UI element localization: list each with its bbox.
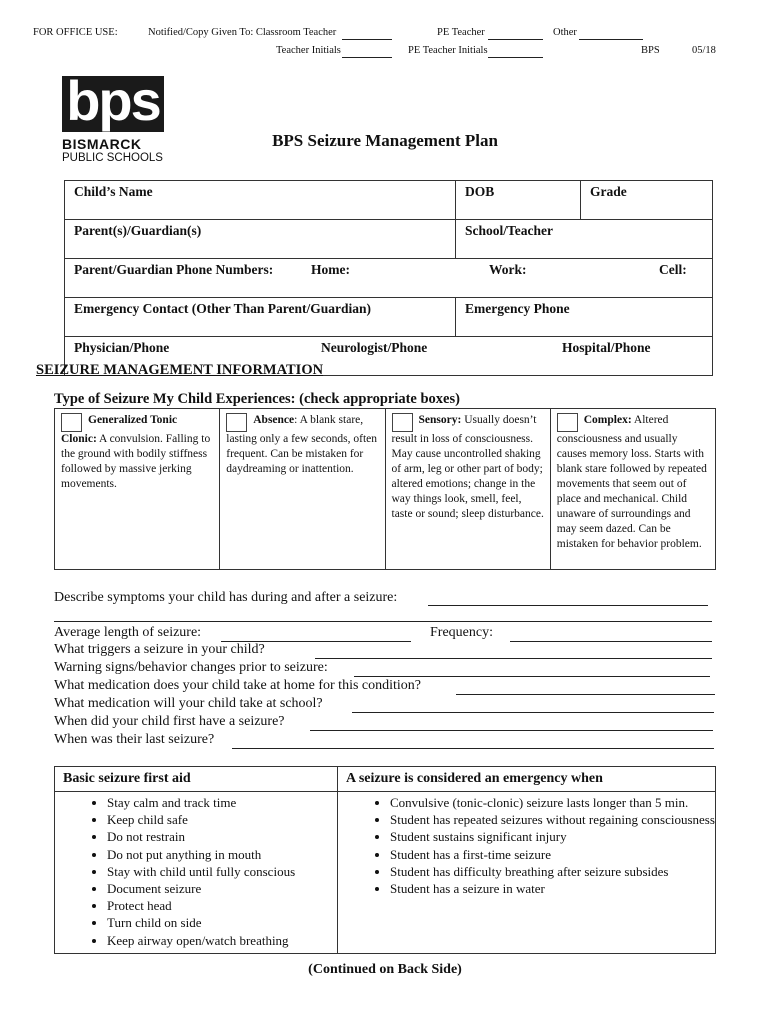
seizure-type-absence (220, 409, 385, 570)
teacher-initials-blank[interactable] (342, 57, 392, 58)
childs-name-field[interactable] (65, 181, 456, 220)
list-item: • Student has a first-time seizure (390, 846, 715, 863)
other-label: Other (553, 27, 577, 38)
school-teacher-label: School/Teacher (465, 223, 554, 238)
seizure-type-sensory (385, 409, 550, 570)
triggers-question: What triggers a seizure in your child? (54, 642, 265, 657)
frequency-answer-line[interactable] (510, 641, 712, 642)
triggers-answer-line[interactable] (315, 658, 712, 659)
emergency-heading: A seizure is considered an emergency when (338, 767, 716, 792)
phone-numbers-label: Parent/Guardian Phone Numbers: (74, 262, 274, 277)
physician-label: Physician/Phone (74, 340, 170, 355)
symptoms-answer-line[interactable] (428, 605, 708, 606)
teacher-initials-label: Teacher Initials (276, 45, 341, 56)
grade-label: Grade (590, 184, 627, 199)
list-item: • Stay calm and track time (107, 794, 337, 811)
notified-label: Notified/Copy Given To: Classroom Teacher (148, 27, 337, 38)
hospital-label: Hospital/Phone (562, 340, 651, 355)
child-info-table (64, 180, 713, 376)
tonic-clonic-checkbox[interactable] (61, 413, 82, 432)
grade-field[interactable] (581, 181, 713, 220)
seizure-type-tonic-clonic (55, 409, 220, 570)
frequency-question: Frequency: (430, 625, 493, 640)
school-medication-answer-line[interactable] (352, 712, 714, 713)
parents-field[interactable] (65, 220, 456, 259)
list-item: • Student sustains significant injury (390, 828, 715, 845)
seizure-type-desc: A convulsion. Falling to the ground with bodily stiffness followed by massive jerking movements. (61, 433, 211, 490)
seizure-type-name: Generalized Tonic Clonic: (61, 414, 178, 445)
emergency-contact-label: Emergency Contact (Other Than Parent/Guardian) (74, 301, 371, 316)
org-code: BPS (641, 45, 660, 56)
seizure-type-name: Complex: (583, 414, 632, 426)
classroom-teacher-blank[interactable] (342, 39, 392, 40)
list-item: • Do not restrain (107, 828, 337, 845)
logo-line-1: BISMARCK (62, 136, 142, 152)
pe-teacher-label: PE Teacher (437, 27, 485, 38)
symptoms-answer-line-2[interactable] (54, 621, 712, 622)
seizure-type-name: Absence (253, 414, 295, 426)
first-seizure-answer-line[interactable] (310, 730, 713, 731)
dob-label: DOB (465, 184, 495, 199)
list-item: • Student has a seizure in water (390, 880, 715, 897)
list-item: • Keep airway open/watch breathing (107, 932, 337, 949)
section-heading: SEIZURE MANAGEMENT INFORMATION (36, 362, 324, 378)
seizure-types-table (54, 408, 716, 570)
first-aid-list-cell (55, 792, 338, 954)
home-phone-label: Home: (311, 262, 350, 277)
seizure-type-complex (550, 409, 715, 570)
parents-label: Parent(s)/Guardian(s) (74, 223, 202, 238)
list-item: • Keep child safe (107, 811, 337, 828)
home-medication-answer-line[interactable] (456, 694, 715, 695)
pe-initials-blank[interactable] (488, 57, 543, 58)
school-medication-question: What medication will your child take at school? (54, 696, 323, 711)
list-item: • Do not put anything in mouth (107, 846, 337, 863)
childs-name-label: Child’s Name (74, 184, 153, 199)
list-item: • Student has repeated seizures without regaining consciousness (390, 811, 715, 828)
office-use-label: FOR OFFICE USE: (33, 27, 118, 38)
first-aid-list (55, 794, 337, 949)
school-teacher-field[interactable] (456, 220, 713, 259)
complex-checkbox[interactable] (557, 413, 578, 432)
bps-logo (62, 69, 164, 132)
list-item: • Student has difficulty breathing after seizure subsides (390, 863, 715, 880)
list-item: • Stay with child until fully conscious (107, 863, 337, 880)
logo-line-2: PUBLIC SCHOOLS (62, 152, 163, 164)
warning-signs-question: Warning signs/behavior changes prior to seizure: (54, 660, 328, 675)
symptoms-question: Describe symptoms your child has during and after a seizure: (54, 590, 398, 605)
work-phone-label: Work: (489, 262, 527, 277)
dob-field[interactable] (456, 181, 581, 220)
continued-note: (Continued on Back Side) (308, 962, 462, 977)
avg-length-question: Average length of seizure: (54, 625, 202, 640)
seizure-type-name: Sensory: (418, 414, 462, 426)
seizure-types-heading: Type of Seizure My Child Experiences: (check appropriate boxes) (54, 391, 460, 407)
cell-phone-label: Cell: (659, 262, 687, 277)
home-medication-question: What medication does your child take at home for this condition? (54, 678, 422, 693)
last-seizure-question: When was their last seizure? (54, 732, 215, 747)
other-blank[interactable] (579, 39, 643, 40)
page-title: BPS Seizure Management Plan (272, 131, 498, 150)
first-aid-table (54, 766, 716, 954)
list-item: • Convulsive (tonic-clonic) seizure lasts longer than 5 min. (390, 794, 715, 811)
list-item: • Protect head (107, 897, 337, 914)
neurologist-label: Neurologist/Phone (321, 340, 428, 355)
list-item: • Document seizure (107, 880, 337, 897)
emergency-list (338, 794, 715, 897)
emergency-contact-field[interactable] (65, 298, 456, 337)
sensory-checkbox[interactable] (392, 413, 413, 432)
logo-mark: bps (66, 69, 160, 132)
seizure-type-desc: Altered consciousness and usually causes memory loss. Starts with blank stare followed by repeated movements that seem out of place and mechanical. Child unaware of surroundings and may seem dazed. Can be mistaken for behavior problem. (556, 414, 707, 550)
list-item: • Turn child on side (107, 914, 337, 931)
phone-numbers-field[interactable] (65, 259, 713, 298)
absence-checkbox[interactable] (226, 413, 247, 432)
warning-signs-answer-line[interactable] (354, 676, 710, 677)
seizure-type-desc: : A blank stare, lasting only a few seconds, often frequent. Can be mistaken for daydreaming or inattention. (226, 414, 377, 475)
emergency-list-cell (338, 792, 716, 954)
first-seizure-question: When did your child first have a seizure? (54, 714, 285, 729)
emergency-phone-label: Emergency Phone (465, 301, 570, 316)
seizure-type-desc: Usually doesn’t result in loss of consciousness. May cause uncontrolled shaking of arm, leg or other part of body; altered emotions; change in the way things look, smell, feel, taste or sound; sleep disturbance. (391, 414, 544, 520)
first-aid-heading: Basic seizure first aid (55, 767, 338, 792)
pe-teacher-blank[interactable] (488, 39, 543, 40)
revision-date: 05/18 (692, 45, 716, 56)
last-seizure-answer-line[interactable] (232, 748, 714, 749)
pe-initials-label: PE Teacher Initials (408, 45, 488, 56)
emergency-phone-field[interactable] (456, 298, 713, 337)
